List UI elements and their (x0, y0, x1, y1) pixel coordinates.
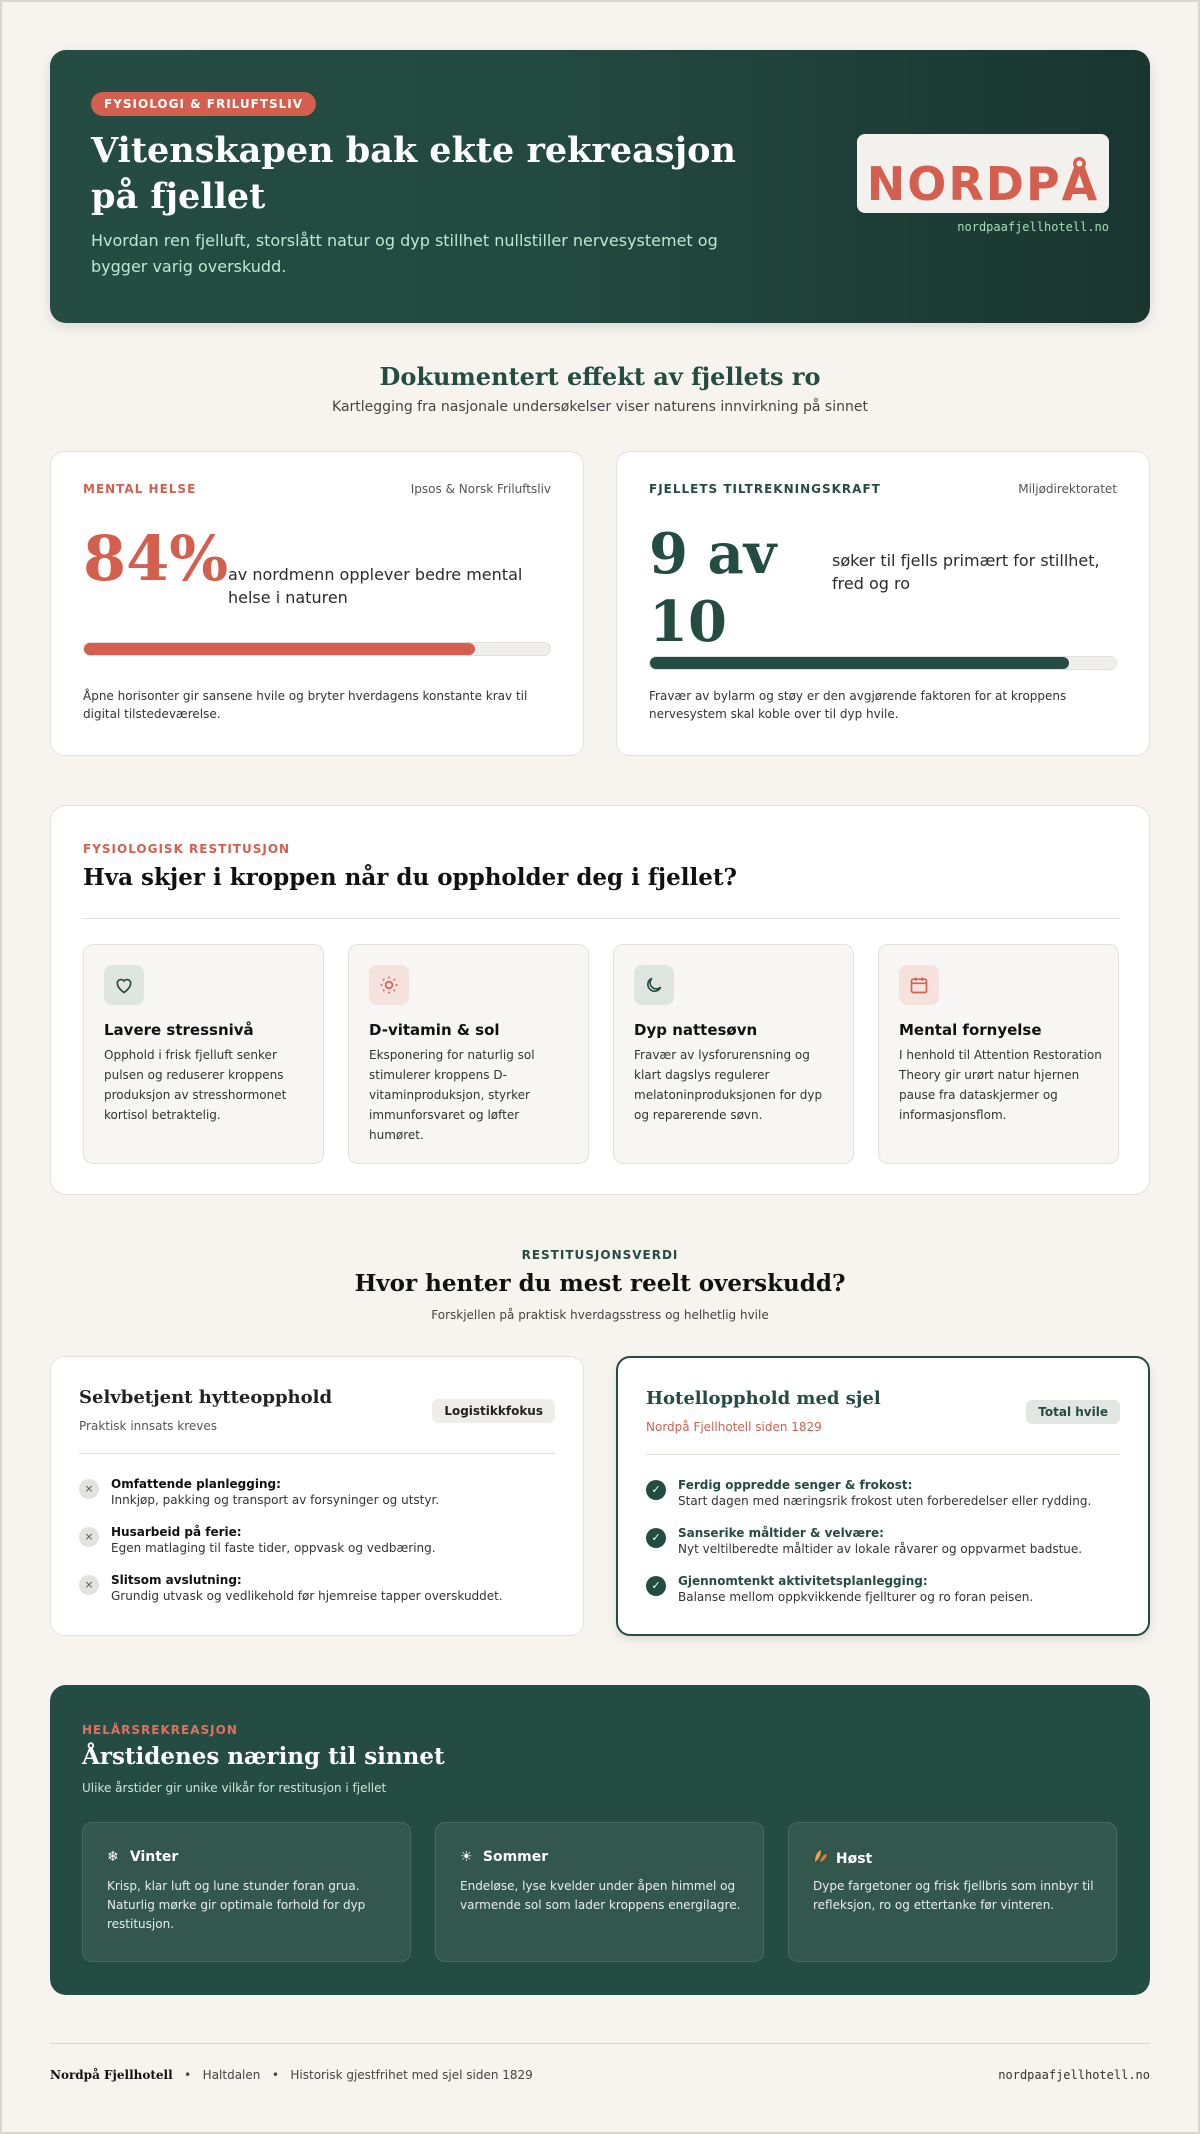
stat-value-line2: 10 (649, 589, 727, 655)
progress-bar (649, 656, 1117, 670)
feature-title: Mental fornyelse (899, 1021, 1042, 1039)
snowflake-icon: ❄ (107, 1849, 119, 1865)
footer-divider (50, 2043, 1150, 2044)
compare-item-head: Omfattende planlegging: (111, 1477, 281, 1491)
compare-item (646, 1478, 1116, 1518)
physiology-section (50, 805, 1150, 1195)
check-icon: ✓ (646, 1576, 666, 1596)
cross-icon: × (79, 1527, 99, 1547)
leaves-icon (813, 1849, 831, 1867)
season-text: Endeløse, lyse kvelder under åpen himmel og varmende sol som lader kroppens energilagre. (460, 1879, 741, 1912)
stat-note: Åpne horisonter gir sansene hvile og bryter hverdagens konstante krav til digital tilstedeværelse. (83, 689, 528, 721)
divider (83, 918, 1119, 919)
nordpa-logo (857, 134, 1109, 213)
compare-item-head: Ferdig oppredde senger & frokost: (678, 1478, 913, 1492)
feature-card-sleep (613, 944, 854, 1164)
footer-info: Nordpå Fjellhotell • Haltdalen • Historisk gjestfrihet med sjel siden 1829 (50, 2068, 533, 2082)
season-card-winter (82, 1822, 411, 1962)
compare-tag: Total hvile (1026, 1400, 1120, 1424)
compare-card-cabin (50, 1356, 584, 1636)
stat-source: Miljødirektoratet (1018, 482, 1117, 496)
section-subtitle: Ulike årstider gir unike vilkår for restitusjon i fjellet (82, 1781, 387, 1795)
page-subtitle: Hvordan ren fjelluft, storslått natur og dyp stillhet nullstiller nervesystemet og bygger varig overskudd. (91, 231, 718, 276)
seasons-section (50, 1685, 1150, 1995)
section-kicker: HELÅRSREKREASJON (82, 1723, 238, 1737)
hero-url[interactable]: nordpaafjellhotell.no (957, 220, 1109, 234)
season-name: Høst (835, 1851, 873, 1867)
effect-title: Dokumentert effekt av fjellets ro (379, 362, 821, 391)
season-text: Dype fargetoner og frisk fjellbris som innbyr til refleksjon, ro og ettertanke før vinteren. (813, 1879, 1094, 1912)
compare-subtitle: Praktisk innsats kreves (79, 1419, 217, 1433)
feature-card-vitamin (348, 944, 589, 1164)
page-title: Vitenskapen bak ekte rekreasjon på fjellet (91, 130, 736, 217)
season-card-autumn (788, 1822, 1117, 1962)
feature-text: Eksponering for naturlig sol stimulerer kroppens D-vitaminproduksjon, styrker immunforsvaret og løfter humøret. (369, 1048, 535, 1142)
stat-card-attraction (616, 451, 1150, 756)
compare-item (79, 1525, 549, 1565)
footer-place: Haltdalen (202, 2068, 261, 2082)
season-card-summer (435, 1822, 764, 1962)
feature-title: Dyp nattesøvn (634, 1021, 758, 1039)
compare-item (646, 1526, 1116, 1566)
feature-text: Fravær av lysforurensning og klart dagslys regulerer melatoninproduksjonen for dyp og reparerende søvn. (634, 1048, 823, 1122)
compare-item (646, 1574, 1116, 1614)
compare-item-text: Egen matlaging til faste tider, oppvask og vedbæring. (111, 1541, 436, 1555)
feature-text: Opphold i frisk fjelluft senker pulsen og reduserer kroppens produksjon av stresshormonet kortisol betraktelig. (104, 1048, 287, 1122)
feature-card-stress (83, 944, 324, 1164)
footer-tagline: Historisk gjestfrihet med sjel siden 1829 (290, 2068, 533, 2082)
stat-value: 84% (83, 522, 229, 595)
calendar-icon (899, 965, 939, 1005)
value-kicker: RESTITUSJONSVERDI (521, 1248, 679, 1262)
stat-note: Fravær av bylarm og støy er den avgjørende faktoren for at kroppens nervesystem skal koble over til dyp hvile. (649, 689, 1067, 721)
heart-icon (104, 965, 144, 1005)
logo-wordmark: NORDPÅ (866, 157, 1100, 211)
feature-title: Lavere stressnivå (104, 1021, 254, 1039)
progress-bar (83, 642, 551, 656)
season-name: Vinter (129, 1849, 179, 1865)
section-kicker: FYSIOLOGISK RESTITUSJON (83, 842, 291, 856)
divider (79, 1453, 555, 1454)
value-subtitle: Forskjellen på praktisk hverdagsstress og helhetlig hvile (431, 1308, 769, 1322)
category-badge: FYSIOLOGI & FRILUFTSLIV (91, 92, 316, 116)
moon-icon (634, 965, 674, 1005)
effect-subtitle: Kartlegging fra nasjonale undersøkelser viser naturens innvirkning på sinnet (332, 399, 868, 415)
stat-label: FJELLETS TILTREKNINGSKRAFT (649, 482, 881, 496)
feature-title: D-vitamin & sol (369, 1021, 500, 1039)
cross-icon: × (79, 1575, 99, 1595)
check-icon: ✓ (646, 1480, 666, 1500)
stat-description: søker til fjells primært for stillhet, fred og ro (832, 551, 1100, 593)
season-name: Sommer (482, 1849, 549, 1865)
stat-source: Ipsos & Norsk Friluftsliv (410, 482, 551, 496)
stat-value-line1: 9 av (649, 521, 777, 587)
footer-url[interactable]: nordpaafjellhotell.no (998, 2068, 1150, 2082)
compare-item-head: Husarbeid på ferie: (111, 1525, 242, 1539)
footer-hotel-name: Nordpå Fjellhotell (50, 2068, 173, 2082)
compare-item-text: Balanse mellom oppkvikkende fjellturer og ro foran peisen. (678, 1590, 1034, 1604)
cross-icon: × (79, 1479, 99, 1499)
section-title: Årstidenes næring til sinnet (82, 1743, 445, 1770)
compare-card-hotel (616, 1356, 1150, 1636)
hero-banner (50, 50, 1150, 323)
progress-fill (84, 643, 475, 655)
feature-text: I henhold til Attention Restoration Theory gir urørt natur hjernen pause fra dataskjermer og informasjonsflom. (899, 1048, 1102, 1122)
compare-item-text: Start dagen med næringsrik frokost uten forberedelser eller rydding. (678, 1494, 1092, 1508)
compare-item (79, 1573, 549, 1613)
compare-item-text: Innkjøp, pakking og transport av forsyninger og utstyr. (111, 1493, 440, 1507)
feature-card-mental (878, 944, 1119, 1164)
compare-item (79, 1477, 549, 1517)
stat-label: MENTAL HELSE (83, 482, 197, 496)
season-text: Krisp, klar luft og lune stunder foran grua. Naturlig mørke gir optimale forhold for dyp restitusjon. (107, 1879, 366, 1931)
logo[interactable] (857, 134, 1109, 213)
stat-value (649, 520, 776, 656)
divider (646, 1454, 1120, 1455)
stat-description: av nordmenn opplever bedre mental helse i naturen (228, 565, 523, 607)
stat-card-mental-health (50, 451, 584, 756)
progress-fill (650, 657, 1069, 669)
compare-tag: Logistikkfokus (432, 1399, 555, 1423)
section-title: Hva skjer i kroppen når du oppholder deg i fjellet? (83, 864, 737, 891)
compare-item-head: Slitsom avslutning: (111, 1573, 242, 1587)
sun-icon: ☀ (460, 1849, 473, 1865)
sun-icon (369, 965, 409, 1005)
compare-item-text: Nyt veltilberedte måltider av lokale råvarer og oppvarmet badstue. (678, 1542, 1083, 1556)
compare-item-head: Sanserike måltider & velvære: (678, 1526, 884, 1540)
compare-title: Hotellopphold med sjel (646, 1388, 881, 1409)
compare-item-head: Gjennomtenkt aktivitetsplanlegging: (678, 1574, 928, 1588)
compare-subtitle: Nordpå Fjellhotell siden 1829 (646, 1420, 822, 1434)
value-title: Hvor henter du mest reelt overskudd? (354, 1270, 846, 1297)
check-icon: ✓ (646, 1528, 666, 1548)
compare-title: Selvbetjent hytteopphold (79, 1387, 333, 1408)
compare-item-text: Grundig utvask og vedlikehold før hjemreise tapper overskuddet. (111, 1589, 503, 1603)
